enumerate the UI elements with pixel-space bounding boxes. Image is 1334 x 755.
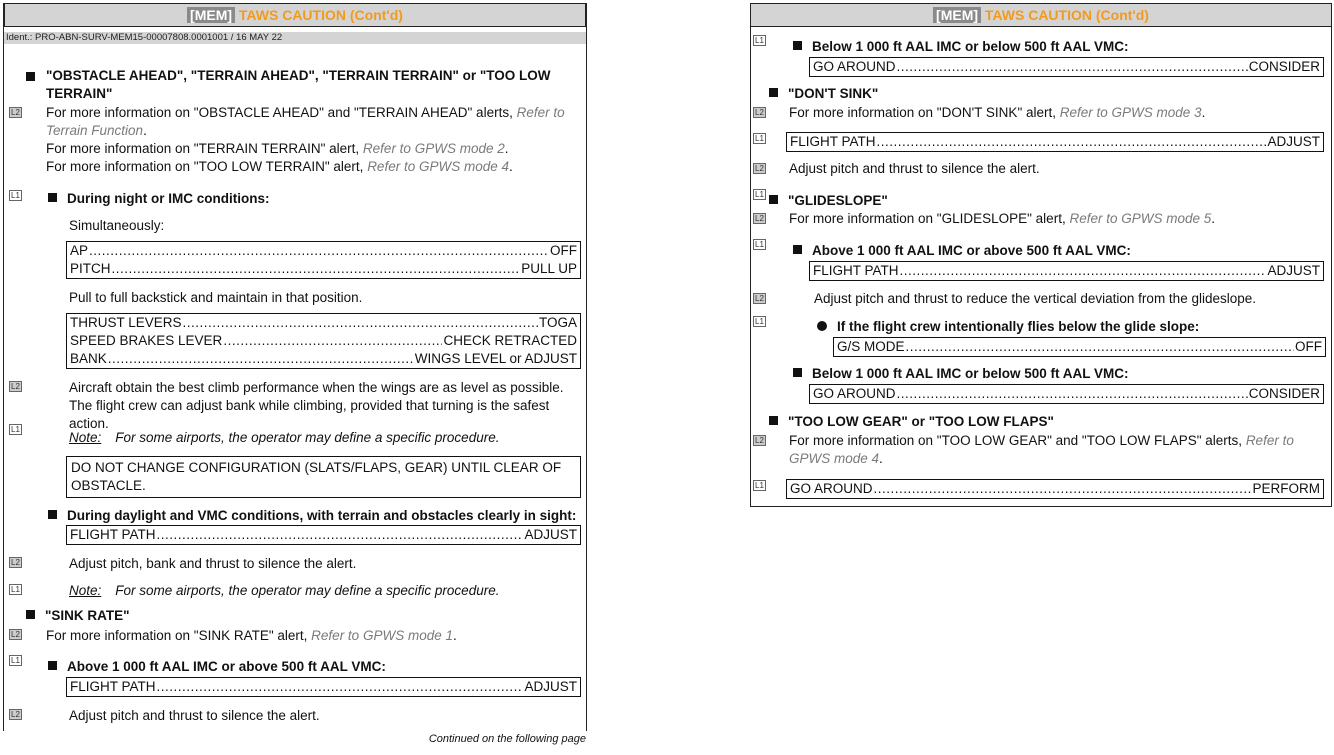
info-block-1: For more information on "OBSTACLE AHEAD" and "TERRAIN AHEAD" alerts, Refer to Terrain Function. For more information on "TERRAIN TERRAIN" alert, Refer to GPWS mode 2. For more information on "TOO LOW TERRAIN" alert, Refer to GPWS mode 4. <box>46 105 565 174</box>
procedure-row: FLIGHT PATH ..... ADJUST <box>70 526 577 544</box>
ref-link[interactable]: Refer to GPWS mode 5 <box>1069 211 1212 226</box>
dont-sink-info: For more information on "DON'T SINK" alert, Refer to GPWS mode 3. <box>789 105 1206 120</box>
procedure-row: FLIGHT PATH ..... ADJUST <box>813 262 1320 280</box>
level-l2-badge: L2 <box>755 436 764 445</box>
heading-night: During night or IMC conditions: <box>48 190 269 208</box>
ref-link[interactable]: Refer to GPWS mode 3 <box>1059 105 1202 120</box>
procedure-box-ga1 <box>809 57 1324 77</box>
heading-below-2: Below 1 000 ft AAL IMC or below 500 ft AAL VMC: <box>793 365 1129 383</box>
procedure-row: PITCH ..... PULL UP <box>70 260 577 278</box>
heading-intent: If the flight crew intentionally flies below the glide slope: <box>817 318 1199 336</box>
procedure-box-2 <box>66 313 581 369</box>
procedure-row: GO AROUND ..... PERFORM <box>790 480 1320 498</box>
level-l1-badge: L1 <box>755 317 764 326</box>
level-l1-badge: L1 <box>755 240 764 249</box>
title-text: TAWS CAUTION (Cont'd) <box>984 7 1149 23</box>
procedure-row: G/S MODE ..... OFF <box>837 338 1322 356</box>
ref-link[interactable]: Refer to GPWS mode 4 <box>789 433 1294 466</box>
square-bullet-icon <box>48 193 57 202</box>
procedure-box-fp2 <box>809 261 1324 281</box>
adjust-pbt-text: Adjust pitch, bank and thrust to silence the alert. <box>69 556 357 571</box>
square-bullet-icon <box>769 416 778 425</box>
sink-info: For more information on "SINK RATE" alert, Refer to GPWS mode 1. <box>46 628 457 643</box>
ref-link[interactable]: Refer to GPWS mode 2 <box>362 141 505 156</box>
heading-too-low-gear: "TOO LOW GEAR" or "TOO LOW FLAPS" <box>769 413 1054 431</box>
right-page <box>750 3 1332 507</box>
square-bullet-icon <box>26 610 35 619</box>
left-page <box>3 3 587 745</box>
ref-link[interactable]: Refer to GPWS mode 1 <box>311 628 453 643</box>
aircraft-text: Aircraft obtain the best climb performance when the wings are as level as possible. The flight crew can adjust bank while climbing, provided that turning is the safest action. <box>69 380 564 431</box>
square-bullet-icon <box>769 195 778 204</box>
level-l2-badge: L2 <box>11 558 20 567</box>
heading-day: During daylight and VMC conditions, with terrain and obstacles clearly in sight: <box>48 507 576 525</box>
level-l1-badge: L1 <box>755 190 764 199</box>
ref-link[interactable]: Refer to GPWS mode 4 <box>367 159 509 174</box>
heading-dont-sink: "DON'T SINK" <box>769 85 878 103</box>
level-l2-badge: L2 <box>755 108 764 117</box>
procedure-row: AP ..... OFF <box>70 242 577 260</box>
procedure-box-ga3 <box>786 479 1324 499</box>
procedure-box-gs <box>833 337 1326 357</box>
level-l1-badge: L1 <box>11 425 20 434</box>
pull-text: Pull to full backstick and maintain in that position. <box>69 290 363 305</box>
heading-above: Above 1 000 ft AAL IMC or above 500 ft AAL VMC: <box>793 242 1131 260</box>
round-bullet-icon <box>817 321 827 331</box>
note-1: Note: For some airports, the operator may define a specific procedure. <box>69 430 500 445</box>
level-l2-badge: L2 <box>11 630 20 639</box>
square-bullet-icon <box>793 368 802 377</box>
heading-glideslope: "GLIDESLOPE" <box>769 192 888 210</box>
warning-box: DO NOT CHANGE CONFIGURATION (SLATS/FLAPS, GEAR) UNTIL CLEAR OF OBSTACLE. <box>66 456 581 498</box>
page-title <box>4 3 586 27</box>
continued-text: Continued on the following page <box>428 733 586 745</box>
gear-info: For more information on "TOO LOW GEAR" and "TOO LOW FLAPS" alerts, Refer to GPWS mode 4. <box>789 433 1294 466</box>
page-title <box>750 3 1332 27</box>
simultaneously-text: Simultaneously: <box>69 218 165 233</box>
level-l1-badge: L1 <box>11 585 20 594</box>
mem-tag: [MEM] <box>187 7 235 23</box>
procedure-row: BANK ..... WINGS LEVEL or ADJUST <box>70 350 577 368</box>
procedure-box-ga2 <box>809 384 1324 404</box>
procedure-row: FLIGHT PATH ..... ADJUST <box>70 678 577 696</box>
heading-obstacle: "OBSTACLE AHEAD", "TERRAIN AHEAD", "TERRAIN TERRAIN" or "TOO LOW TERRAIN" <box>26 67 566 103</box>
heading-below-1: Below 1 000 ft AAL IMC or below 500 ft AAL VMC: <box>793 38 1129 56</box>
procedure-row: THRUST LEVERS ..... TOGA <box>70 314 577 332</box>
level-l1-badge: L1 <box>755 36 764 45</box>
level-l1-badge: L1 <box>755 481 764 490</box>
title-text: TAWS CAUTION (Cont'd) <box>238 7 403 23</box>
mem-tag: [MEM] <box>933 7 981 23</box>
procedure-box-4 <box>66 677 581 697</box>
level-l1-badge: L1 <box>11 191 20 200</box>
procedure-row: SPEED BRAKES LEVER ..... CHECK RETRACTED <box>70 332 577 350</box>
procedure-box-fp1 <box>786 132 1324 152</box>
heading-above: Above 1 000 ft AAL IMC or above 500 ft AAL VMC: <box>48 658 386 676</box>
level-l2-badge: L2 <box>755 214 764 223</box>
square-bullet-icon <box>26 72 35 81</box>
level-l1-badge: L1 <box>755 134 764 143</box>
level-l2-badge: L2 <box>11 382 20 391</box>
note-2: Note: For some airports, the operator may define a specific procedure. <box>69 583 500 598</box>
procedure-row: GO AROUND ..... CONSIDER <box>813 58 1320 76</box>
level-l2-badge: L2 <box>755 164 764 173</box>
procedure-box-3 <box>66 525 581 545</box>
square-bullet-icon <box>793 245 802 254</box>
glideslope-info: For more information on "GLIDESLOPE" alert, Refer to GPWS mode 5. <box>789 211 1216 226</box>
square-bullet-icon <box>48 510 57 519</box>
level-l2-badge: L2 <box>755 294 764 303</box>
adjust-deviation-text: Adjust pitch and thrust to reduce the vertical deviation from the glideslope. <box>814 291 1256 306</box>
level-l1-badge: L1 <box>11 656 20 665</box>
square-bullet-icon <box>769 88 778 97</box>
ident-line: Ident.: PRO-ABN-SURV-MEM15-00007808.0001001 / 16 MAY 22 <box>4 32 586 44</box>
square-bullet-icon <box>793 41 802 50</box>
square-bullet-icon <box>48 661 57 670</box>
procedure-box-1 <box>66 241 581 279</box>
level-l2-badge: L2 <box>11 710 20 719</box>
procedure-row: FLIGHT PATH ..... ADJUST <box>790 133 1320 151</box>
level-l2-badge: L2 <box>11 108 20 117</box>
adjust-pt-text: Adjust pitch and thrust to silence the alert. <box>69 708 320 723</box>
procedure-row: GO AROUND ..... CONSIDER <box>813 385 1320 403</box>
heading-sink-rate: "SINK RATE" <box>26 607 130 625</box>
ref-link[interactable]: Refer to Terrain Function <box>46 105 565 138</box>
adjust-pt-text: Adjust pitch and thrust to silence the alert. <box>789 161 1040 176</box>
